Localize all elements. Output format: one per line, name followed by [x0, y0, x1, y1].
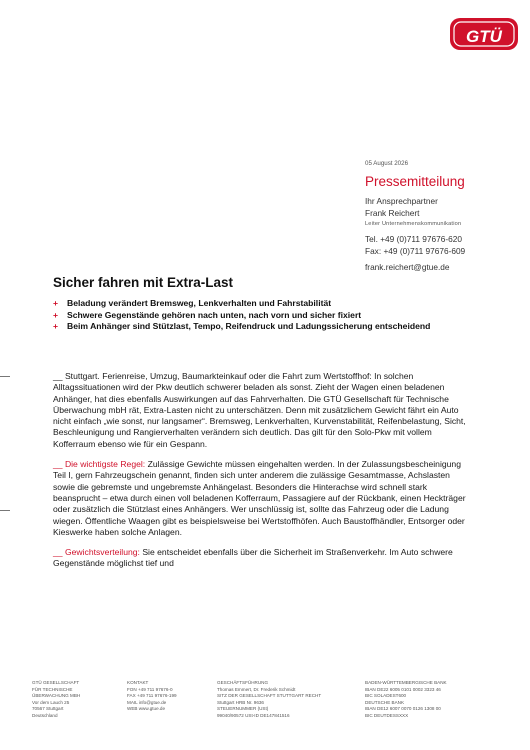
- paragraph: [53, 371, 473, 450]
- key-points-list: [53, 298, 473, 333]
- logo-text: GTÜ: [466, 27, 502, 46]
- plus-icon: +: [53, 321, 59, 331]
- contact-fax: Fax: +49 (0)711 97676-609: [365, 245, 466, 256]
- contact-name: Frank Reichert: [365, 207, 420, 218]
- footer-contact: KONTAKT FON +49 711 97676-0 FAX +49 711 97676-199 MAIL info@gtue.de WEB www.gtue.de: [127, 680, 177, 712]
- article-body: [53, 371, 473, 579]
- contact-label: Ihr Ansprechpartner: [365, 196, 438, 206]
- key-point: [53, 310, 473, 322]
- article-headline: Sicher fahren mit Extra-Last: [53, 275, 234, 290]
- plus-icon: +: [53, 309, 59, 320]
- fold-mark: [0, 376, 10, 377]
- key-point: [53, 321, 473, 333]
- key-point-text: Schwere Gegenstände gehören nach unten, nach vorn und sicher fixiert: [67, 309, 362, 320]
- release-date: 05 August 2026: [365, 160, 409, 167]
- plus-icon: +: [53, 298, 59, 308]
- paragraph-lead: __ Die wichtigste Regel:: [53, 459, 146, 470]
- paragraph: [53, 547, 473, 570]
- paragraph-text: __ Stuttgart. Ferienreise, Umzug, Baumarkteinkauf oder die Fahrt zum Wertstoffhof: In solchen Alltagssituationen wird der Pkw deutlich schwerer beladen als sonst. Zieht der Wagen einen beladenen Anhänger, hat dies ebenfalls Auswirkungen auf das Fahrverhalten. Die GTÜ Gesellschaft für Technische Überwachung mbH rät, Extra-Lasten nicht zu unterschätzen. Denn mit zusätzlichem Gewicht fährt ein Auto nicht einfach „wie sonst, nur langsamer“. Bremsweg, Lenkverhalten, Kurvenstabilität, Reifenbelastung, Sicht, Beschleunigung und Rangierverhalten verändern sich deutlich. Das gilt für den Solo-Pkw mit vollem Kofferraum ebenso wie für ein Gespann.: [53, 371, 466, 449]
- footer-management: GESCHÄFTSFÜHRUNG Thomas Emmert, Dr. Frederik Schmidt SITZ DER GESELLSCHAFT STUTTGART RECHT Stuttgart HRB Nr. 9636 STEUERNUMMER (USt) 99040/90572 USt-ID DE147841516: [217, 680, 322, 718]
- press-contact-sidebar: [365, 160, 515, 274]
- fold-mark: [0, 510, 10, 511]
- paragraph: [53, 459, 473, 538]
- paragraph-text: Zulässige Gewichte müssen eingehalten werden. In der Zulassungsbescheinigung Teil I, gern Fahrzeugschein genannt, finden sich unter anderem die zulässige Gesamtmasse, Achslasten sowie die gebremste und ungebremste Anhängelast. Besonders die Hinterachse wird schnell stark beansprucht – etwa durch einen voll beladenen Kofferraum, Passagiere auf der Rückbank, einen Heckträger oder zusätzlich die Stützlast eines Anhängers. Wer unschlüssig ist, sollte das Fahrzeug oder die Ladung wiegen. Öffentliche Waagen gibt es beispielsweise bei Wertstoffhöfen. Auch Baustoffhändler, Entsorger oder Kieswerke haben solche Anlagen.: [53, 459, 466, 537]
- company-footer: [32, 680, 502, 720]
- contact-role: Leiter Unternehmenskommunikation: [365, 221, 462, 227]
- press-release-title: Pressemitteilung: [365, 174, 465, 189]
- gtue-logo: [448, 10, 520, 58]
- contact-phone: Tel. +49 (0)711 97676-620: [365, 234, 462, 244]
- key-point-text: Beladung verändert Bremsweg, Lenkverhalten und Fahrstabilität: [67, 298, 332, 308]
- footer-company: GTÜ GESELLSCHAFT FÜR TECHNISCHE ÜBERWACHUNG MBH Vor dem Lauch 25 70567 Stuttgart Deutschland: [32, 680, 81, 718]
- paragraph-lead: __ Gewichtsverteilung:: [53, 547, 140, 558]
- key-point-text: Beim Anhänger sind Stützlast, Tempo, Reifendruck und Ladungssicherung entscheidend: [67, 321, 431, 331]
- key-point: [53, 298, 473, 310]
- footer-bank: BADEN-WÜRTTEMBERGISCHE BANK IBAN DE22 6005 0101 0002 3323 46 BIC SOLADEST600 DEUTSCHE BANK IBAN DE12 6007 0070 0126 1308 00 BIC DEUTDESSXXX: [365, 680, 447, 718]
- contact-email[interactable]: frank.reichert@gtue.de: [365, 262, 450, 272]
- paragraph-text: Sie entscheidet ebenfalls über die Sicherheit im Straßenverkehr. Im Auto schwere Gegenstände möglichst tief und: [53, 547, 453, 569]
